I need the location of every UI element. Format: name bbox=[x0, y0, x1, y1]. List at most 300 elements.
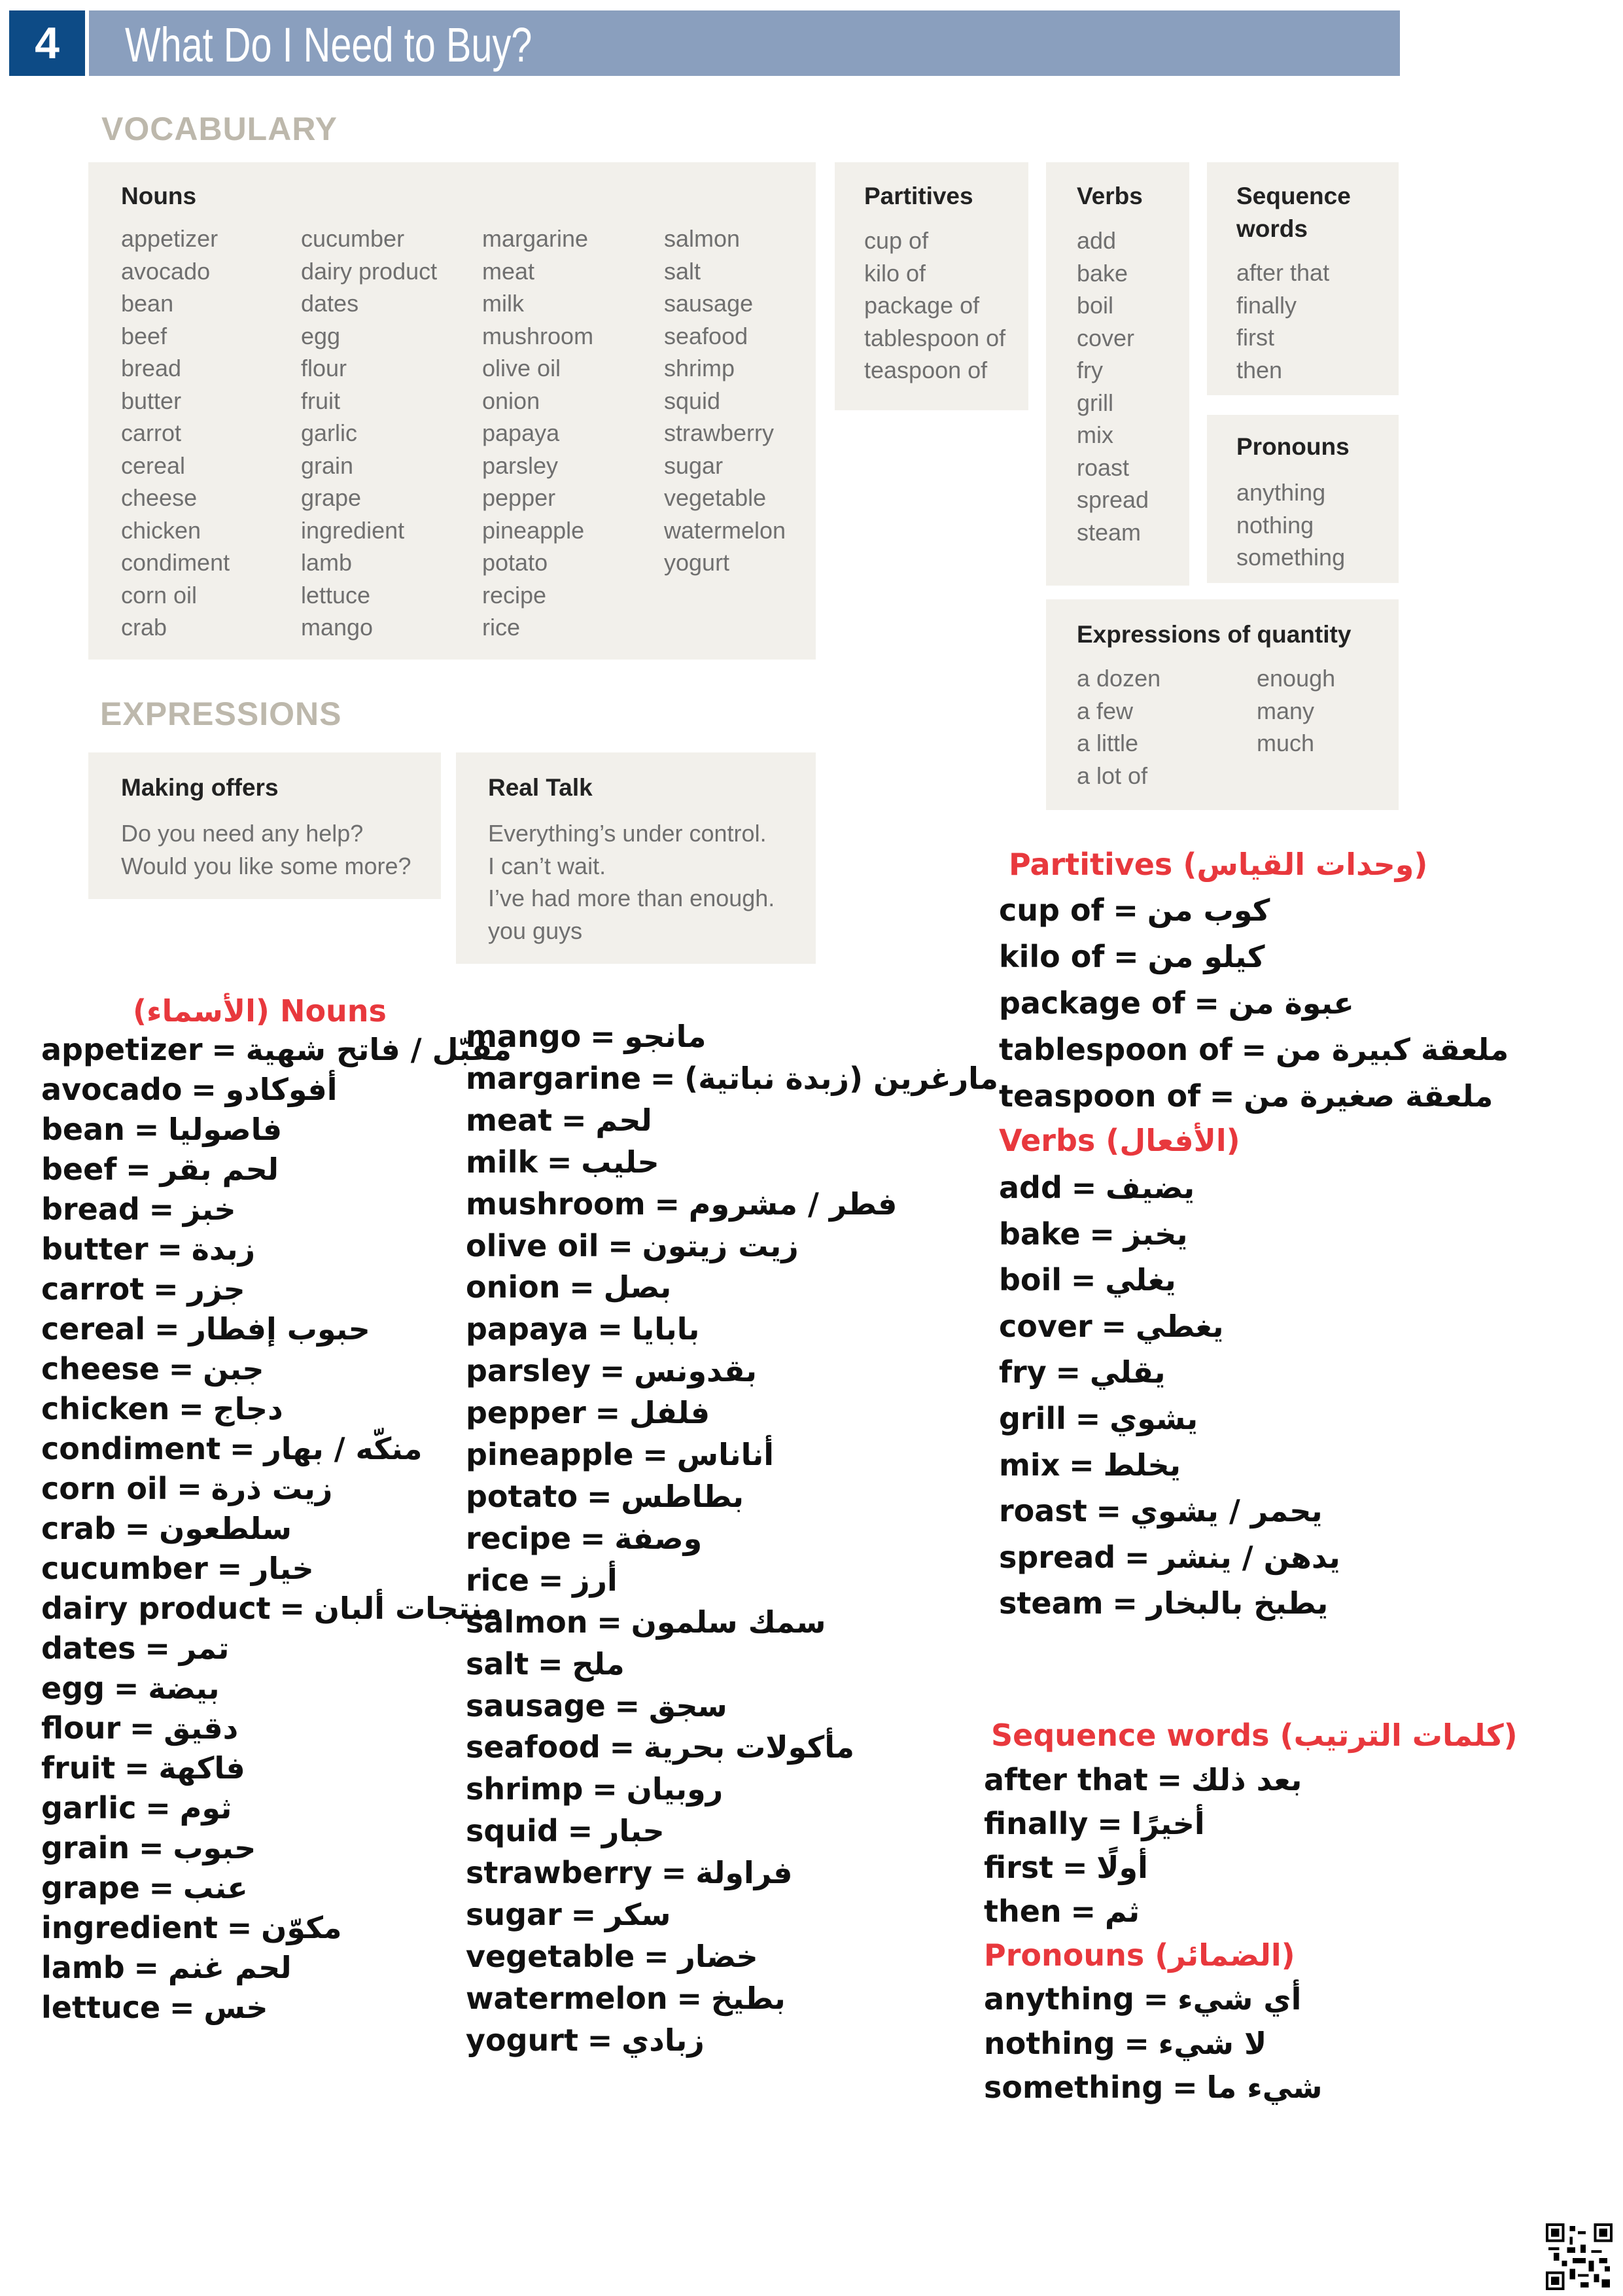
equals-sign: = bbox=[597, 1604, 622, 1640]
arabic-translation: دقيق bbox=[164, 1710, 239, 1746]
list-item: kilo of bbox=[864, 259, 926, 287]
list-item: I’ve had more than enough. bbox=[488, 885, 775, 911]
equals-sign: = bbox=[614, 1687, 640, 1723]
equals-sign: = bbox=[1143, 1981, 1169, 2017]
list-item: lamb bbox=[301, 549, 353, 576]
english-term: strawberry bbox=[466, 1855, 653, 1891]
english-term: steam bbox=[999, 1585, 1104, 1621]
equals-sign: = bbox=[1172, 2070, 1198, 2105]
arabic-translation: جبن bbox=[203, 1351, 264, 1386]
verbs-list bbox=[1077, 224, 1149, 548]
arabic-translation: حبوب bbox=[173, 1830, 256, 1865]
arabic-translation: مأكولات بحرية bbox=[643, 1729, 854, 1765]
equals-sign: = bbox=[644, 1938, 669, 1974]
english-term: salmon bbox=[466, 1604, 588, 1640]
equals-sign: = bbox=[279, 1591, 305, 1626]
heading-english: Sequence words bbox=[991, 1718, 1270, 1753]
equals-sign: = bbox=[1070, 1894, 1096, 1929]
glossary-entry bbox=[466, 1727, 998, 1769]
list-item: ingredient bbox=[301, 516, 405, 544]
english-term: corn oil bbox=[41, 1471, 168, 1506]
verbs-panel bbox=[1046, 162, 1189, 586]
equals-sign: = bbox=[538, 1562, 564, 1598]
equals-sign: = bbox=[211, 1032, 237, 1067]
equals-sign: = bbox=[590, 1019, 616, 1054]
arabic-translation: أفوكادو bbox=[225, 1072, 338, 1107]
equals-sign: = bbox=[145, 1790, 171, 1826]
english-term: spread bbox=[999, 1539, 1116, 1575]
arabic-translation: منكّه / بهار bbox=[264, 1431, 423, 1466]
list-item: seafood bbox=[664, 322, 748, 349]
list-item: fry bbox=[1077, 357, 1103, 383]
arabic-translation: خضار bbox=[678, 1938, 758, 1974]
equals-sign: = bbox=[191, 1072, 217, 1107]
english-term: condiment bbox=[41, 1431, 221, 1466]
making-offers-panel bbox=[88, 752, 441, 899]
equals-sign: = bbox=[561, 1102, 587, 1138]
list-item: after that bbox=[1236, 259, 1330, 286]
english-term: shrimp bbox=[466, 1771, 584, 1807]
english-term: egg bbox=[41, 1670, 105, 1706]
equals-sign: = bbox=[567, 1813, 593, 1849]
english-term: package of bbox=[999, 985, 1185, 1021]
equals-sign: = bbox=[599, 1353, 625, 1389]
sequence-heading-line1: Sequence bbox=[1236, 183, 1351, 209]
english-term: cheese bbox=[41, 1351, 160, 1386]
list-item: a dozen bbox=[1077, 665, 1161, 692]
equals-sign: = bbox=[537, 1646, 563, 1682]
glossary-entry bbox=[41, 1469, 512, 1509]
equals-sign: = bbox=[1101, 1308, 1127, 1344]
equals-sign: = bbox=[661, 1855, 687, 1891]
arabic-translation: فاصوليا bbox=[168, 1112, 283, 1147]
glossary-entry bbox=[999, 1488, 1340, 1534]
arabic-translation: يحمر / يشوي bbox=[1130, 1493, 1323, 1529]
arabic-translation: يقلي bbox=[1089, 1354, 1166, 1390]
arabic-translation: فطر / مشروم bbox=[688, 1186, 898, 1222]
glossary-entry bbox=[999, 1396, 1340, 1442]
equals-sign: = bbox=[597, 1311, 623, 1347]
list-item: garlic bbox=[301, 419, 358, 446]
list-item: nothing bbox=[1236, 511, 1314, 539]
english-term: dairy product bbox=[41, 1591, 271, 1626]
equals-sign: = bbox=[1062, 1850, 1088, 1885]
english-term: vegetable bbox=[466, 1938, 635, 1974]
list-item: then bbox=[1236, 356, 1283, 383]
arabic-translation: يخبز bbox=[1123, 1216, 1188, 1252]
expressions-of-quantity-panel bbox=[1046, 599, 1399, 810]
list-item: crab bbox=[121, 614, 167, 641]
list-item: teaspoon of bbox=[864, 357, 988, 383]
glossary-entry bbox=[41, 1748, 512, 1788]
nouns-column-2 bbox=[301, 222, 437, 644]
quantity-column-2 bbox=[1257, 662, 1335, 760]
list-item: grape bbox=[301, 484, 362, 511]
english-term: add bbox=[999, 1170, 1062, 1205]
equals-sign: = bbox=[126, 1152, 151, 1187]
english-term: dates bbox=[41, 1631, 136, 1666]
verbs-heading: Verbs bbox=[1077, 183, 1143, 209]
list-item: package of bbox=[864, 292, 980, 319]
equals-sign: = bbox=[595, 1395, 621, 1431]
equals-sign: = bbox=[1070, 1262, 1096, 1298]
english-term: kilo of bbox=[999, 939, 1105, 974]
arabic-translation: يشوي bbox=[1109, 1400, 1198, 1436]
glossary-entry bbox=[466, 1351, 998, 1392]
list-item: grain bbox=[301, 451, 354, 479]
equals-sign: = bbox=[586, 1478, 612, 1514]
sequence-list bbox=[1236, 256, 1329, 386]
list-item: anything bbox=[1236, 479, 1326, 506]
equals-sign: = bbox=[1055, 1354, 1081, 1390]
list-item: many bbox=[1257, 697, 1315, 724]
glossary-entry bbox=[466, 1226, 998, 1267]
arabic-translation: بطيخ bbox=[710, 1980, 786, 2016]
list-item: roast bbox=[1077, 453, 1130, 481]
list-item: bake bbox=[1077, 259, 1128, 287]
glossary-entry bbox=[466, 1644, 998, 1686]
title-bar bbox=[89, 10, 1400, 76]
english-term: beef bbox=[41, 1152, 117, 1187]
glossary-partitives-heading bbox=[1009, 844, 1427, 885]
equals-sign: = bbox=[1157, 1762, 1183, 1797]
list-item: appetizer bbox=[121, 225, 218, 252]
equals-sign: = bbox=[642, 1437, 668, 1473]
arabic-translation: عنب bbox=[183, 1870, 248, 1905]
equals-sign: = bbox=[133, 1950, 160, 1985]
list-item: chicken bbox=[121, 516, 201, 544]
glossary-entry bbox=[466, 1936, 998, 1978]
equals-sign: = bbox=[1071, 1170, 1097, 1205]
glossary-entry bbox=[41, 1229, 512, 1269]
list-item: enough bbox=[1257, 665, 1336, 692]
english-term: lettuce bbox=[41, 1990, 161, 2025]
english-term: avocado bbox=[41, 1072, 183, 1107]
english-term: parsley bbox=[466, 1353, 591, 1389]
list-item: first bbox=[1236, 324, 1274, 351]
arabic-translation: شيء ما bbox=[1206, 2070, 1323, 2105]
glossary-entry bbox=[984, 1890, 1302, 1934]
arabic-translation: كيلو من bbox=[1147, 939, 1265, 974]
english-term: mushroom bbox=[466, 1186, 646, 1222]
glossary-entry bbox=[999, 1027, 1509, 1073]
english-term: watermelon bbox=[466, 1980, 668, 2016]
arabic-translation: منتجات ألبان bbox=[313, 1591, 502, 1626]
english-term: ingredient bbox=[41, 1910, 218, 1945]
list-item: pineapple bbox=[482, 516, 585, 544]
glossary-entry bbox=[999, 1534, 1340, 1581]
nouns-column-3 bbox=[482, 222, 593, 644]
list-item: butter bbox=[121, 387, 182, 414]
arabic-translation: خبز bbox=[183, 1192, 236, 1227]
unit-number: 4 bbox=[35, 18, 60, 68]
glossary-nouns-column-2 bbox=[466, 1016, 998, 2062]
equals-sign: = bbox=[570, 1897, 597, 1933]
equals-sign: = bbox=[168, 1351, 194, 1386]
list-item: parsley bbox=[482, 451, 559, 479]
nouns-panel bbox=[88, 162, 816, 660]
glossary-partitives bbox=[999, 887, 1509, 1120]
nouns-column-1 bbox=[121, 222, 230, 644]
glossary-nouns-column-1 bbox=[41, 1030, 512, 2028]
equals-sign: = bbox=[113, 1670, 139, 1706]
english-term: butter bbox=[41, 1231, 148, 1267]
glossary-entry bbox=[999, 1303, 1340, 1350]
glossary-entry bbox=[999, 1165, 1340, 1211]
glossary-entry bbox=[41, 1589, 512, 1629]
english-term: anything bbox=[984, 1981, 1134, 2017]
list-item: fruit bbox=[301, 387, 341, 414]
arabic-translation: كوب من bbox=[1147, 892, 1270, 928]
arabic-translation: مكوّن bbox=[261, 1910, 342, 1945]
glossary-entry bbox=[41, 1150, 512, 1190]
english-term: pineapple bbox=[466, 1437, 634, 1473]
list-item: egg bbox=[301, 322, 341, 349]
glossary-pronouns bbox=[984, 1977, 1323, 2110]
arabic-translation: فلفل bbox=[629, 1395, 710, 1431]
heading-english: Pronouns bbox=[984, 1937, 1145, 1973]
heading-arabic: (وحدات القياس) bbox=[1183, 847, 1428, 882]
arabic-translation: حبوب إفطار bbox=[188, 1311, 370, 1347]
english-term: crab bbox=[41, 1511, 116, 1546]
arabic-translation: يطبخ بالبخار bbox=[1146, 1585, 1329, 1621]
glossary-entry bbox=[466, 1894, 998, 1936]
equals-sign: = bbox=[229, 1431, 255, 1466]
equals-sign: = bbox=[1069, 1447, 1094, 1483]
list-item: onion bbox=[482, 387, 540, 414]
english-term: finally bbox=[984, 1806, 1089, 1841]
list-item: cup of bbox=[864, 227, 929, 254]
glossary-entry bbox=[41, 1030, 512, 1070]
glossary-entry bbox=[41, 1828, 512, 1868]
equals-sign: = bbox=[148, 1192, 175, 1227]
list-item: finally bbox=[1236, 291, 1297, 319]
partitives-panel bbox=[835, 162, 1028, 410]
glossary-entry bbox=[41, 1669, 512, 1708]
equals-sign: = bbox=[1209, 1078, 1235, 1114]
equals-sign: = bbox=[609, 1729, 635, 1765]
equals-sign: = bbox=[676, 1980, 703, 2016]
glossary-entry bbox=[41, 1269, 512, 1309]
glossary-entry bbox=[466, 1434, 998, 1476]
glossary-entry bbox=[466, 1058, 998, 1100]
equals-sign: = bbox=[587, 2022, 613, 2058]
list-item: mango bbox=[301, 614, 374, 641]
english-term: meat bbox=[466, 1102, 553, 1138]
arabic-translation: مقبّل / فاتح شهية bbox=[245, 1032, 512, 1067]
glossary-entry bbox=[466, 2020, 998, 2062]
list-item: cover bbox=[1077, 324, 1135, 351]
list-item: bean bbox=[121, 290, 174, 317]
pronouns-panel bbox=[1207, 415, 1399, 583]
equals-sign: = bbox=[608, 1227, 633, 1263]
list-item: margarine bbox=[482, 225, 589, 252]
glossary-entry bbox=[466, 1142, 998, 1184]
heading-arabic: (كلمات الترتيب) bbox=[1280, 1718, 1518, 1753]
english-term: teaspoon of bbox=[999, 1078, 1201, 1114]
equals-sign: = bbox=[169, 1990, 195, 2025]
glossary-entry bbox=[466, 1518, 998, 1560]
arabic-translation: زيت ذرة bbox=[211, 1471, 333, 1506]
list-item: lettuce bbox=[301, 581, 371, 609]
equals-sign: = bbox=[145, 1631, 170, 1666]
list-item: meat bbox=[482, 257, 535, 285]
equals-sign: = bbox=[1113, 939, 1139, 974]
english-term: sausage bbox=[466, 1687, 606, 1723]
english-term: bread bbox=[41, 1192, 140, 1227]
glossary-pronouns-heading bbox=[984, 1935, 1295, 1975]
glossary-entry bbox=[984, 2022, 1323, 2066]
glossary-entry bbox=[41, 1070, 512, 1110]
equals-sign: = bbox=[1075, 1400, 1101, 1436]
qr-code-icon bbox=[1546, 2223, 1613, 2290]
glossary-entry bbox=[466, 1978, 998, 2020]
english-term: fry bbox=[999, 1354, 1047, 1390]
arabic-translation: لحم بقر bbox=[160, 1152, 279, 1187]
english-term: milk bbox=[466, 1144, 538, 1180]
glossary-entry bbox=[41, 1110, 512, 1150]
real-talk-heading: Real Talk bbox=[488, 774, 593, 801]
list-item: shrimp bbox=[664, 355, 735, 381]
english-term: appetizer bbox=[41, 1032, 203, 1067]
list-item: much bbox=[1257, 730, 1315, 756]
equals-sign: = bbox=[226, 1910, 253, 1945]
english-term: grill bbox=[999, 1400, 1066, 1436]
equals-sign: = bbox=[179, 1391, 204, 1426]
arabic-translation: بعد ذلك bbox=[1191, 1762, 1302, 1797]
glossary-sequence-heading bbox=[991, 1715, 1518, 1756]
arabic-translation: خس bbox=[203, 1990, 268, 2025]
arabic-translation: بابايا bbox=[631, 1311, 700, 1347]
list-item: spread bbox=[1077, 486, 1149, 513]
glossary-entry bbox=[41, 1988, 512, 2028]
glossary-entry bbox=[466, 1852, 998, 1894]
arabic-translation: ملعقة صغيرة من bbox=[1244, 1078, 1493, 1114]
equals-sign: = bbox=[1112, 1585, 1138, 1621]
arabic-translation: بيضة bbox=[148, 1670, 220, 1706]
equals-sign: = bbox=[1124, 2025, 1149, 2061]
glossary-nouns-heading bbox=[133, 991, 387, 1031]
glossary-entry bbox=[466, 1100, 998, 1142]
list-item: boil bbox=[1077, 292, 1114, 319]
list-item: flour bbox=[301, 355, 347, 381]
sequence-words-panel bbox=[1207, 162, 1399, 395]
list-item: watermelon bbox=[664, 516, 786, 544]
list-item: cheese bbox=[121, 484, 198, 511]
arabic-translation: بقدونس bbox=[634, 1353, 757, 1389]
glossary-entry bbox=[41, 1429, 512, 1469]
unit-number-badge bbox=[9, 10, 85, 76]
list-item: bread bbox=[121, 355, 182, 381]
heading-arabic: (الضمائر) bbox=[1155, 1937, 1295, 1973]
english-term: tablespoon of bbox=[999, 1032, 1232, 1067]
equals-sign: = bbox=[1096, 1493, 1122, 1529]
glossary-entry bbox=[41, 1629, 512, 1669]
glossary-entry bbox=[41, 1549, 512, 1589]
english-term: nothing bbox=[984, 2025, 1115, 2061]
glossary-verbs bbox=[999, 1165, 1340, 1627]
list-item: mix bbox=[1077, 421, 1113, 448]
glossary-entry bbox=[41, 1509, 512, 1549]
equals-sign: = bbox=[148, 1870, 175, 1905]
glossary-sequence bbox=[984, 1758, 1302, 1934]
list-item: Everything’s under control. bbox=[488, 820, 767, 847]
english-term: after that bbox=[984, 1762, 1148, 1797]
arabic-translation: دجاج bbox=[213, 1391, 283, 1426]
arabic-translation: حبار bbox=[601, 1813, 665, 1849]
list-item: yogurt bbox=[664, 549, 730, 576]
glossary-entry bbox=[466, 1560, 998, 1602]
list-item: add bbox=[1077, 227, 1117, 254]
english-term: bake bbox=[999, 1216, 1081, 1252]
arabic-translation: مانجو bbox=[624, 1019, 707, 1054]
glossary-entry bbox=[466, 1686, 998, 1727]
english-term: rice bbox=[466, 1562, 529, 1598]
sequence-heading-line2: words bbox=[1236, 215, 1308, 242]
glossary-entry bbox=[999, 1349, 1340, 1396]
english-term: first bbox=[984, 1850, 1054, 1885]
glossary-entry bbox=[984, 1802, 1302, 1846]
english-term: yogurt bbox=[466, 2022, 578, 2058]
glossary-entry bbox=[41, 1948, 512, 1988]
list-item: olive oil bbox=[482, 355, 561, 381]
pronouns-list bbox=[1236, 476, 1345, 574]
equals-sign: = bbox=[1241, 1032, 1267, 1067]
list-item: salt bbox=[664, 257, 701, 285]
list-item: avocado bbox=[121, 257, 211, 285]
glossary-entry bbox=[999, 1442, 1340, 1489]
list-item: a little bbox=[1077, 730, 1139, 756]
arabic-translation: لحم bbox=[595, 1102, 652, 1138]
arabic-translation: أناناس bbox=[676, 1437, 774, 1473]
arabic-translation: يضيف bbox=[1106, 1170, 1195, 1205]
english-term: lamb bbox=[41, 1950, 125, 1985]
list-item: grill bbox=[1077, 389, 1114, 416]
english-term: squid bbox=[466, 1813, 559, 1849]
english-term: olive oil bbox=[466, 1227, 599, 1263]
list-item: I can’t wait. bbox=[488, 852, 606, 879]
arabic-translation: لا شيء bbox=[1158, 2025, 1267, 2061]
equals-sign: = bbox=[650, 1060, 676, 1096]
glossary-entry bbox=[999, 934, 1509, 980]
glossary-entry bbox=[466, 1769, 998, 1810]
glossary-entry bbox=[466, 1476, 998, 1518]
page-title: What Do I Need to Buy? bbox=[125, 18, 532, 72]
english-term: boil bbox=[999, 1262, 1062, 1298]
english-term: potato bbox=[466, 1478, 578, 1514]
arabic-translation: يخلط bbox=[1103, 1447, 1181, 1483]
arabic-translation: حليب bbox=[581, 1144, 659, 1180]
equals-sign: = bbox=[177, 1471, 202, 1506]
glossary-entry bbox=[466, 1392, 998, 1434]
arabic-translation: يغلي bbox=[1105, 1262, 1176, 1298]
equals-sign: = bbox=[1194, 985, 1219, 1021]
making-offers-list bbox=[121, 817, 411, 882]
arabic-translation: سكر bbox=[604, 1897, 671, 1933]
english-term: cereal bbox=[41, 1311, 146, 1347]
equals-sign: = bbox=[654, 1186, 680, 1222]
glossary-entry bbox=[999, 980, 1509, 1027]
english-term: cover bbox=[999, 1308, 1092, 1344]
list-item: dairy product bbox=[301, 257, 438, 285]
equals-sign: = bbox=[1124, 1539, 1150, 1575]
equals-sign: = bbox=[124, 1511, 150, 1546]
list-item: cucumber bbox=[301, 225, 405, 252]
glossary-entry bbox=[984, 1758, 1302, 1802]
glossary-entry bbox=[41, 1868, 512, 1908]
arabic-translation: روبيان bbox=[626, 1771, 724, 1807]
english-term: something bbox=[984, 2070, 1164, 2105]
